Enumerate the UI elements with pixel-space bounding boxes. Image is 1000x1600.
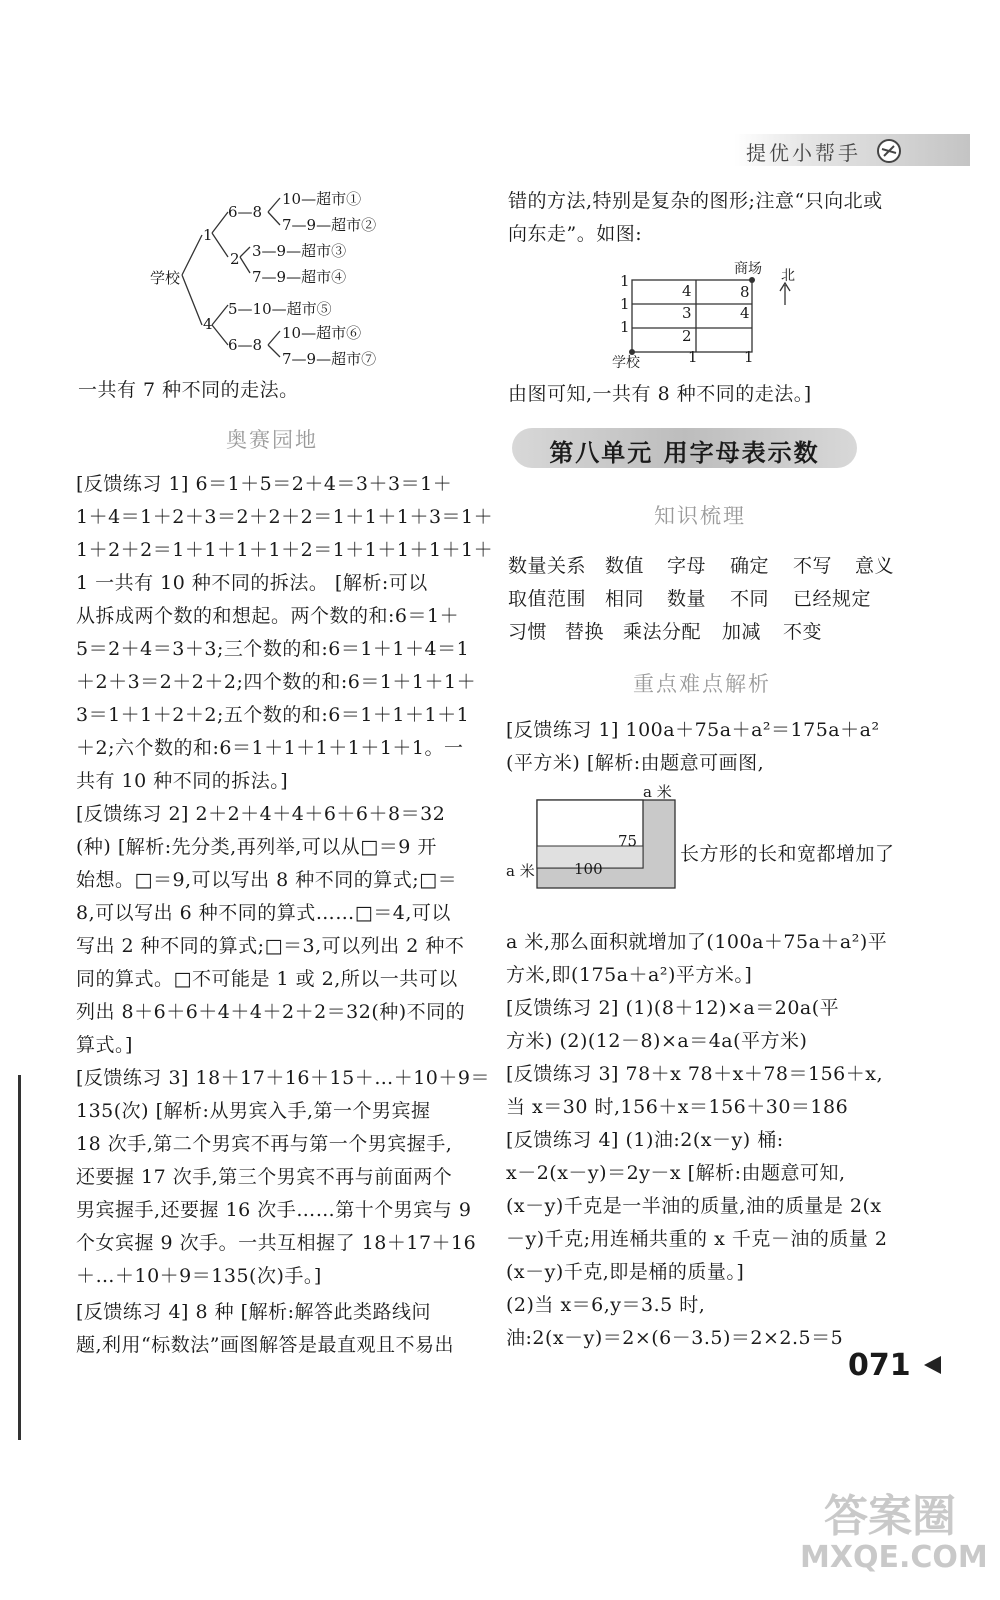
text-line: 3＝1＋1＋2＋2;五个数的和:6＝1＋1＋1＋1 — [76, 704, 470, 726]
tree-root: 学校 — [150, 269, 181, 287]
keyword: 不同 — [730, 588, 770, 610]
text-line: [反馈练习 2] (1)(8＋12)×a＝20a(平 — [506, 997, 840, 1019]
text-line: [反馈练习 2] 2＋2＋4＋4＋6＋6＋8＝32 — [76, 803, 446, 825]
text-line: [反馈练习 4] (1)油:2(x－y) 桶: — [506, 1129, 784, 1151]
tree-node: 6—8 — [228, 336, 263, 354]
text-line: 长方形的长和宽都增加了 — [680, 843, 895, 865]
tree-leaf: 10—超市① — [282, 190, 362, 208]
triangle-left-icon — [921, 1354, 943, 1376]
grid-market-label: 商场 — [734, 261, 762, 277]
text-line: [反馈练习 1] 100a＋75a＋a²＝175a＋a² — [506, 719, 880, 741]
north-arrow-icon — [780, 283, 790, 305]
grid-edge-num: 1 — [744, 348, 754, 366]
text-line: 男宾握手,还要握 16 次手……第十个男宾与 9 — [76, 1199, 472, 1221]
keyword: 取值范围 — [508, 588, 587, 610]
tree-node: 6—8 — [228, 203, 263, 221]
keyword: 不变 — [783, 621, 823, 643]
text-line: x－2(x－y)＝2y－x [解析:由题意可知, — [506, 1162, 846, 1184]
text-line: 当 x＝30 时,156＋x＝156＋30＝186 — [506, 1096, 849, 1118]
grid-edge-num: 1 — [620, 272, 630, 290]
text-line: 同的算式。□不可能是 1 或 2,所以一共可以 — [76, 968, 458, 990]
grid-school-label: 学校 — [612, 355, 640, 371]
text-line: 共有 10 种不同的拆法。] — [76, 770, 289, 792]
area-label: 100 — [574, 860, 603, 878]
text-line: ＋…＋10＋9＝135(次)手。] — [76, 1265, 322, 1287]
area-label: a 米 — [506, 862, 535, 880]
text-line: 8,可以写出 6 种不同的算式……□＝4,可以 — [76, 902, 451, 924]
text-line: [反馈练习 3] 18＋17＋16＋15＋…＋10＋9＝ — [76, 1067, 490, 1089]
grid-edge-num: 1 — [688, 348, 698, 366]
text-line: 个女宾握 9 次手。一共互相握了 18＋17＋16 — [76, 1232, 477, 1254]
text-line: 油:2(x－y)＝2×(6－3.5)＝2×2.5＝5 — [506, 1327, 844, 1349]
area-label: a 米 — [643, 783, 672, 801]
text-line: a 米,那么面积就增加了(100a＋75a＋a²)平 — [506, 931, 888, 953]
text-line: (种) [解析:先分类,再列举,可以从□＝9 开 — [76, 836, 437, 858]
text-line: 还要握 17 次手,第三个男宾不再与前面两个 — [76, 1166, 453, 1188]
unit-title: 第八单元 用字母表示数 — [549, 438, 820, 467]
tree-node: 4 — [203, 315, 213, 333]
text-line: ＋2＋3＝2＋2＋2;四个数的和:6＝1＋1＋1＋ — [76, 671, 477, 693]
keyword: 习惯 — [508, 621, 548, 643]
text-line: 错的方法,特别是复杂的图形;注意“只向北或 — [508, 190, 883, 212]
text-line: 18 次手,第二个男宾不再与第一个男宾握手, — [76, 1133, 453, 1155]
text-line: 135(次) [解析:从男宾入手,第一个男宾握 — [76, 1100, 431, 1122]
watermark-logo: 答案圈 — [824, 1491, 956, 1542]
helper-tag-text: 提优小帮手 — [746, 141, 861, 165]
tree-leaf: 10—超市⑥ — [282, 324, 362, 342]
section-title-knowledge: 知识梳理 — [654, 504, 746, 528]
grid-cell-num: 3 — [682, 304, 692, 322]
area-rectangles — [530, 790, 680, 890]
grid-cell-num: 8 — [740, 283, 750, 301]
keyword: 确定 — [730, 555, 770, 577]
keyword: 数量 — [667, 588, 707, 610]
grid-conclusion: 由图可知,一共有 8 种不同的走法。] — [508, 383, 812, 405]
section-title-olympiad: 奥赛园地 — [226, 428, 318, 452]
text-line: 从拆成两个数的和想起。两个数的和:6＝1＋ — [76, 605, 460, 627]
watermark-url: MXQE.COM — [800, 1540, 988, 1575]
text-line: 1＋4＝1＋2＋3＝2＋2＋2＝1＋1＋1＋3＝1＋ — [76, 506, 494, 528]
helper-tag — [734, 134, 970, 166]
keyword: 已经规定 — [793, 588, 872, 610]
tree-leaf: 7—9—超市② — [282, 216, 377, 234]
text-line: 1＋2＋2＝1＋1＋1＋1＋2＝1＋1＋1＋1＋1＋ — [76, 539, 494, 561]
grid-cell-num: 4 — [740, 304, 750, 322]
grid-cell-num: 2 — [682, 327, 692, 345]
unit-title-banner — [512, 428, 857, 468]
text-line: [反馈练习 4] 8 种 [解析:解答此类路线问 — [76, 1301, 431, 1323]
tree-summary: 一共有 7 种不同的走法。 — [78, 379, 299, 401]
text-line: ＋2;六个数的和:6＝1＋1＋1＋1＋1＋1。一 — [76, 737, 464, 759]
text-line: 题,利用“标数法”画图解答是最直观且不易出 — [76, 1334, 454, 1356]
text-line: 方米,即(175a＋a²)平方米。] — [506, 964, 753, 986]
grid-cell-num: 4 — [682, 282, 692, 300]
area-label: 75 — [618, 832, 638, 850]
text-line: (2)当 x＝6,y＝3.5 时, — [506, 1294, 706, 1316]
tree-node: 2 — [230, 250, 240, 268]
text-line: 算式。] — [76, 1034, 133, 1056]
left-margin-rule — [18, 1075, 21, 1440]
text-line: －y)千克;用连桶共重的 x 千克－油的质量 2 — [506, 1228, 888, 1250]
grid-edge-num: 1 — [620, 295, 630, 313]
text-line: [反馈练习 1] 6＝1＋5＝2＋4＝3＋3＝1＋ — [76, 473, 453, 495]
section-title-key-points: 重点难点解析 — [633, 672, 771, 696]
tree-node: 5—10—超市⑤ — [228, 300, 332, 318]
keyword: 不写 — [793, 555, 833, 577]
bee-icon — [874, 136, 904, 164]
text-line: 1 一共有 10 种不同的拆法。 [解析:可以 — [76, 572, 428, 594]
text-line: (平方米) [解析:由题意可画图, — [506, 752, 765, 774]
tree-leaf: 3—9—超市③ — [252, 242, 347, 260]
grid-edge-num: 1 — [620, 318, 630, 336]
tree-node: 1 — [203, 226, 213, 244]
text-line: 5＝2＋4＝3＋3;三个数的和:6＝1＋1＋4＝1 — [76, 638, 470, 660]
text-line: 列出 8＋6＋6＋4＋4＋2＋2＝32(种)不同的 — [76, 1001, 466, 1023]
grid-lines — [610, 255, 810, 385]
keyword: 字母 — [667, 555, 707, 577]
text-line: [反馈练习 3] 78＋x 78＋x＋78＝156＋x, — [506, 1063, 884, 1085]
keyword: 数值 — [605, 555, 645, 577]
keyword: 乘法分配 — [623, 621, 702, 643]
keyword: 意义 — [855, 555, 895, 577]
page-number-text: 071 — [848, 1348, 911, 1383]
text-line: 写出 2 种不同的算式;□＝3,可以列出 2 种不 — [76, 935, 465, 957]
text-line: (x－y)千克是一半油的质量,油的质量是 2(x — [506, 1195, 882, 1217]
keyword: 替换 — [565, 621, 605, 643]
tree-leaf: 7—9—超市⑦ — [282, 350, 377, 368]
grid-north-label: 北 — [781, 268, 795, 284]
text-line: (x－y)千克,即是桶的质量。] — [506, 1261, 745, 1283]
keyword: 数量关系 — [508, 555, 587, 577]
tree-leaf: 7—9—超市④ — [252, 268, 347, 286]
keyword: 相同 — [605, 588, 645, 610]
text-line: 向东走”。如图: — [508, 223, 643, 245]
text-line: 方米) (2)(12－8)×a＝4a(平方米) — [506, 1030, 808, 1052]
text-line: 始想。□＝9,可以写出 8 种不同的算式;□＝ — [76, 869, 458, 891]
keyword: 加减 — [722, 621, 762, 643]
page-number — [848, 1348, 943, 1383]
